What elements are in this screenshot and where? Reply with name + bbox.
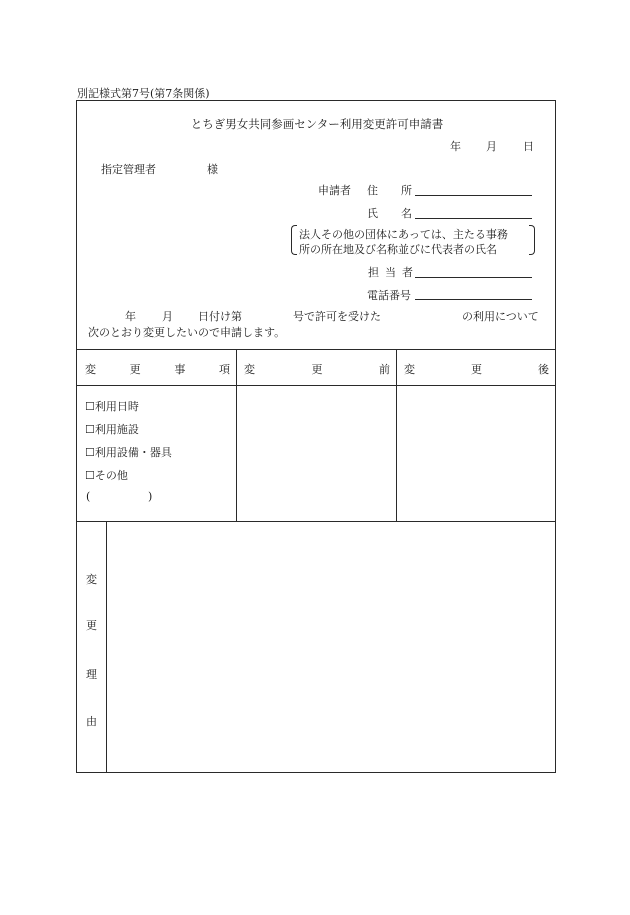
header-change-item — [85, 361, 230, 377]
header-after-change — [404, 361, 549, 377]
option-equipment[interactable]: ☐利用設備・器具 — [85, 446, 172, 459]
statement-year: 年 — [125, 310, 136, 323]
header-before-change — [244, 361, 390, 377]
name-label-char1: 氏 — [367, 207, 378, 220]
header-char: 項 — [218, 363, 230, 376]
form-title: とちぎ男女共同参画センター利用変更許可申請書 — [190, 117, 444, 131]
header-char: 後 — [538, 363, 549, 376]
name-label-char2: 名 — [401, 207, 412, 220]
header-char: 更 — [311, 363, 323, 376]
option-facility[interactable]: ☐利用施設 — [85, 423, 139, 436]
statement-line-2: 次のとおり変更したいので申請します。 — [88, 326, 286, 339]
note-line-1: 法人その他の団体にあっては、主たる事務 — [299, 228, 508, 241]
note-line-2: 所の所在地及び名称並びに代表者の氏名 — [299, 243, 497, 256]
header-char: 変 — [244, 363, 255, 376]
bracket-right — [529, 225, 535, 255]
statement-number: 号で許可を受けた — [293, 310, 381, 323]
name-field[interactable] — [415, 218, 532, 219]
header-char: 変 — [404, 363, 415, 376]
option-usage-datetime[interactable]: ☐利用日時 — [85, 400, 139, 413]
other-paren-open: ( — [86, 490, 91, 503]
contact-label-char2: 当 — [385, 266, 396, 279]
reason-char-4: 由 — [86, 715, 97, 728]
application-form — [76, 100, 556, 773]
date-day-label: 日 — [523, 140, 534, 153]
contact-field[interactable] — [415, 277, 532, 278]
phone-field[interactable] — [415, 299, 532, 300]
header-char: 更 — [471, 363, 482, 376]
address-label-char1: 住 — [367, 184, 378, 197]
option-other[interactable]: ☐その他 — [85, 469, 128, 482]
addressee-honorific: 様 — [207, 163, 218, 176]
table-top-border — [77, 349, 555, 350]
header-bottom-border — [77, 385, 555, 386]
statement-month: 月 — [162, 310, 173, 323]
col-divider-2 — [396, 349, 397, 521]
statement-use: の利用について — [462, 310, 539, 323]
form-caption: 別記様式第7号(第7条関係) — [77, 87, 210, 100]
reason-char-2: 更 — [86, 619, 97, 632]
reason-input-area[interactable] — [108, 523, 553, 770]
date-month-label: 月 — [486, 140, 497, 153]
header-char: 事 — [174, 363, 186, 376]
address-field[interactable] — [415, 195, 532, 196]
bracket-left — [291, 225, 297, 255]
header-char: 変 — [85, 363, 96, 376]
header-char: 更 — [129, 363, 141, 376]
reason-divider — [106, 521, 107, 772]
contact-label-char3: 者 — [402, 266, 413, 279]
address-label-char2: 所 — [401, 184, 412, 197]
addressee-name: 指定管理者 — [101, 163, 156, 176]
header-char: 前 — [379, 363, 390, 376]
applicant-label: 申請者 — [318, 184, 351, 197]
reason-top-border — [77, 521, 555, 522]
contact-label-char1: 担 — [368, 266, 379, 279]
date-year-label: 年 — [450, 140, 461, 153]
reason-char-3: 理 — [86, 668, 97, 681]
phone-label: 電話番号 — [367, 289, 411, 302]
reason-char-1: 変 — [86, 573, 97, 586]
statement-dated: 日付け第 — [198, 310, 242, 323]
other-paren-close: ) — [148, 490, 153, 503]
col-divider-1 — [236, 349, 237, 521]
